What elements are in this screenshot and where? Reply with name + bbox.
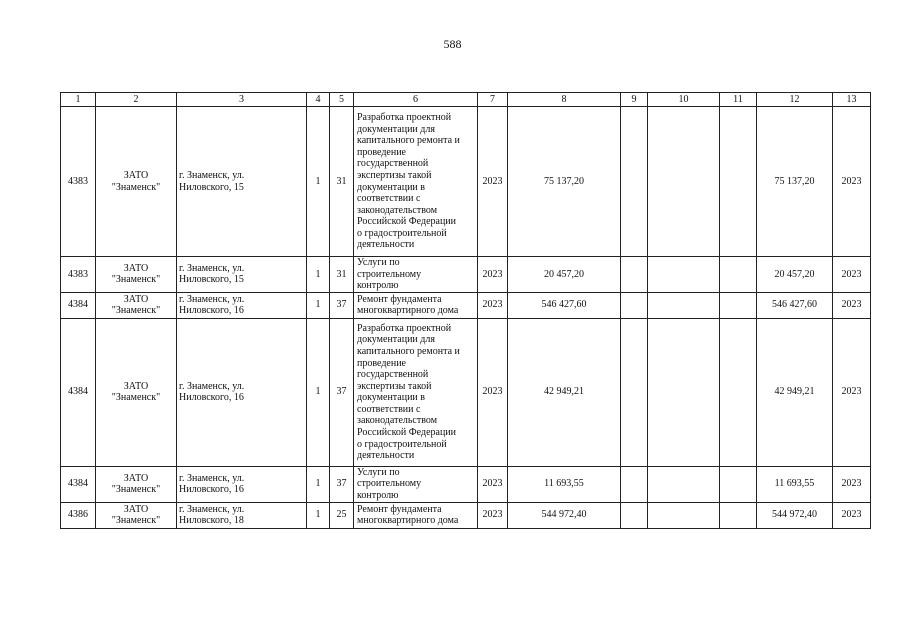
work-description: Разработка проектной документации для капитального ремонта и проведение государственной экспертизы такой документации в соответствии с законодательством Российской Федерации о градостроительной деятельности bbox=[354, 107, 478, 257]
amount-col12: 42 949,21 bbox=[757, 318, 833, 466]
cell-col9 bbox=[621, 107, 648, 257]
address: г. Знаменск, ул. Ниловского, 16 bbox=[177, 292, 307, 318]
work-description: Ремонт фундамента многоквартирного дома bbox=[354, 502, 478, 528]
cell-col10 bbox=[648, 107, 720, 257]
table-row bbox=[61, 318, 871, 466]
amount-total: 42 949,21 bbox=[508, 318, 621, 466]
column-header: 10 bbox=[648, 93, 720, 107]
cell-col11 bbox=[720, 318, 757, 466]
amount-col12: 20 457,20 bbox=[757, 257, 833, 293]
column-header: 12 bbox=[757, 93, 833, 107]
cell-col11 bbox=[720, 292, 757, 318]
capital-repair-table bbox=[60, 92, 871, 529]
cell-col5: 37 bbox=[330, 318, 354, 466]
table-row bbox=[61, 466, 871, 502]
cell-col5: 37 bbox=[330, 292, 354, 318]
column-header: 5 bbox=[330, 93, 354, 107]
address: г. Знаменск, ул. Ниловского, 18 bbox=[177, 502, 307, 528]
column-header: 2 bbox=[96, 93, 177, 107]
column-header: 1 bbox=[61, 93, 96, 107]
address: г. Знаменск, ул. Ниловского, 16 bbox=[177, 466, 307, 502]
municipality: ЗАТО "Знаменск" bbox=[96, 107, 177, 257]
municipality: ЗАТО "Знаменск" bbox=[96, 466, 177, 502]
year: 2023 bbox=[478, 257, 508, 293]
address: г. Знаменск, ул. Ниловского, 15 bbox=[177, 107, 307, 257]
house-id: 4383 bbox=[61, 257, 96, 293]
table-row bbox=[61, 257, 871, 293]
cell-col5: 37 bbox=[330, 466, 354, 502]
house-id: 4384 bbox=[61, 466, 96, 502]
column-header: 9 bbox=[621, 93, 648, 107]
cell-col4: 1 bbox=[307, 292, 330, 318]
municipality: ЗАТО "Знаменск" bbox=[96, 292, 177, 318]
column-header: 11 bbox=[720, 93, 757, 107]
page-number: 588 bbox=[443, 37, 462, 51]
year: 2023 bbox=[478, 107, 508, 257]
table-row bbox=[61, 502, 871, 528]
cell-col9 bbox=[621, 502, 648, 528]
cell-col4: 1 bbox=[307, 107, 330, 257]
cell-col9 bbox=[621, 466, 648, 502]
cell-col10 bbox=[648, 257, 720, 293]
cell-col11 bbox=[720, 502, 757, 528]
municipality: ЗАТО "Знаменск" bbox=[96, 318, 177, 466]
year: 2023 bbox=[478, 466, 508, 502]
work-description: Ремонт фундамента многоквартирного дома bbox=[354, 292, 478, 318]
year-col13: 2023 bbox=[833, 107, 871, 257]
year: 2023 bbox=[478, 292, 508, 318]
year: 2023 bbox=[478, 502, 508, 528]
amount-col12: 75 137,20 bbox=[757, 107, 833, 257]
amount-total: 546 427,60 bbox=[508, 292, 621, 318]
municipality: ЗАТО "Знаменск" bbox=[96, 257, 177, 293]
address: г. Знаменск, ул. Ниловского, 15 bbox=[177, 257, 307, 293]
cell-col10 bbox=[648, 292, 720, 318]
year-col13: 2023 bbox=[833, 257, 871, 293]
year-col13: 2023 bbox=[833, 502, 871, 528]
cell-col4: 1 bbox=[307, 318, 330, 466]
cell-col9 bbox=[621, 292, 648, 318]
cell-col5: 31 bbox=[330, 107, 354, 257]
house-id: 4386 bbox=[61, 502, 96, 528]
amount-col12: 11 693,55 bbox=[757, 466, 833, 502]
year-col13: 2023 bbox=[833, 466, 871, 502]
cell-col11 bbox=[720, 257, 757, 293]
cell-col4: 1 bbox=[307, 466, 330, 502]
amount-total: 544 972,40 bbox=[508, 502, 621, 528]
cell-col11 bbox=[720, 107, 757, 257]
cell-col10 bbox=[648, 502, 720, 528]
column-header: 6 bbox=[354, 93, 478, 107]
table-row bbox=[61, 292, 871, 318]
cell-col10 bbox=[648, 318, 720, 466]
amount-col12: 546 427,60 bbox=[757, 292, 833, 318]
work-description: Разработка проектной документации для капитального ремонта и проведение государственной экспертизы такой документации в соответствии с законодательством Российской Федерации о градостроительной деятельности bbox=[354, 318, 478, 466]
column-number-row bbox=[61, 93, 871, 107]
house-id: 4384 bbox=[61, 292, 96, 318]
cell-col11 bbox=[720, 466, 757, 502]
year-col13: 2023 bbox=[833, 292, 871, 318]
municipality: ЗАТО "Знаменск" bbox=[96, 502, 177, 528]
column-header: 8 bbox=[508, 93, 621, 107]
column-header: 4 bbox=[307, 93, 330, 107]
amount-total: 11 693,55 bbox=[508, 466, 621, 502]
column-header: 13 bbox=[833, 93, 871, 107]
cell-col4: 1 bbox=[307, 257, 330, 293]
amount-col12: 544 972,40 bbox=[757, 502, 833, 528]
year: 2023 bbox=[478, 318, 508, 466]
house-id: 4384 bbox=[61, 318, 96, 466]
house-id: 4383 bbox=[61, 107, 96, 257]
cell-col9 bbox=[621, 257, 648, 293]
cell-col4: 1 bbox=[307, 502, 330, 528]
year-col13: 2023 bbox=[833, 318, 871, 466]
table-row bbox=[61, 107, 871, 257]
column-header: 7 bbox=[478, 93, 508, 107]
amount-total: 75 137,20 bbox=[508, 107, 621, 257]
cell-col10 bbox=[648, 466, 720, 502]
column-header: 3 bbox=[177, 93, 307, 107]
address: г. Знаменск, ул. Ниловского, 16 bbox=[177, 318, 307, 466]
cell-col9 bbox=[621, 318, 648, 466]
cell-col5: 25 bbox=[330, 502, 354, 528]
work-description: Услуги по строительному контролю bbox=[354, 466, 478, 502]
work-description: Услуги по строительному контролю bbox=[354, 257, 478, 293]
cell-col5: 31 bbox=[330, 257, 354, 293]
amount-total: 20 457,20 bbox=[508, 257, 621, 293]
